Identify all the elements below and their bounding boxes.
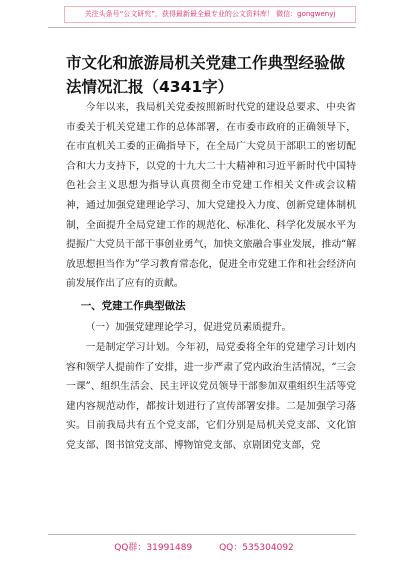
header-divider [48,27,356,28]
subsection-heading: （一）加强党建理论学习，促进党员素质提升。 [85,321,292,333]
footer-qq: QQ：535304092 [219,543,294,553]
footer-qq-group: QQ群：31991489 [114,543,193,553]
document-body [66,98,356,456]
header-banner: 关注头条号“公文研究”，获得最新最全最专业的公文资料库！ 微信：gongwenyj [64,6,356,23]
footer [0,540,408,553]
document-title: 市文化和旅游局机关党建工作典型经验做法情况汇报（4341字） [66,54,346,96]
body-paragraph: 一是制定学习计划。今年初，局党委将全年的党建学习计划内容和领学人提前作了安排，进一步严肃了党内政治生活情况，“三会一课”、组织生活会、民主评议党员领导干部参加双重组织生活等党建内容规范动作，都按计划进行了宣传部署安排。二是加强学习落实。目前我局共有五个党支部，它们分别是局机关党支部、文化馆党支部、图书馆党支部、博物馆党支部、京剧团党支部，党 [66,341,356,451]
section-heading: 一、党建工作典型做法 [80,299,186,312]
footer-divider [48,534,356,535]
intro-paragraph: 今年以来，我局机关党委按照新时代党的建设总要求、中央省市委关于机关党建工作的总体部署，在市委市政府的正确领导下，在市直机关工委的正确指导下，在全局广大党员干部职工的密切配合和大力支持下，以党的十九大二十大精神和习近平新时代中国特色社会主义思想为指导认真贯彻全市党建工作相关文件或会议精神，通过加强党建理论学习、加大党建投入力度、创新党建体制机制，全面提升全局党建工作的规范化、标准化、科学化发展水平为提振广大党员干部干事创业勇气，加快文旅融合事业发展，推动“解放思想担当作为”学习教育常态化，促进全市党建工作和社会经济向前发展作出了应有的贡献。 [66,102,356,290]
